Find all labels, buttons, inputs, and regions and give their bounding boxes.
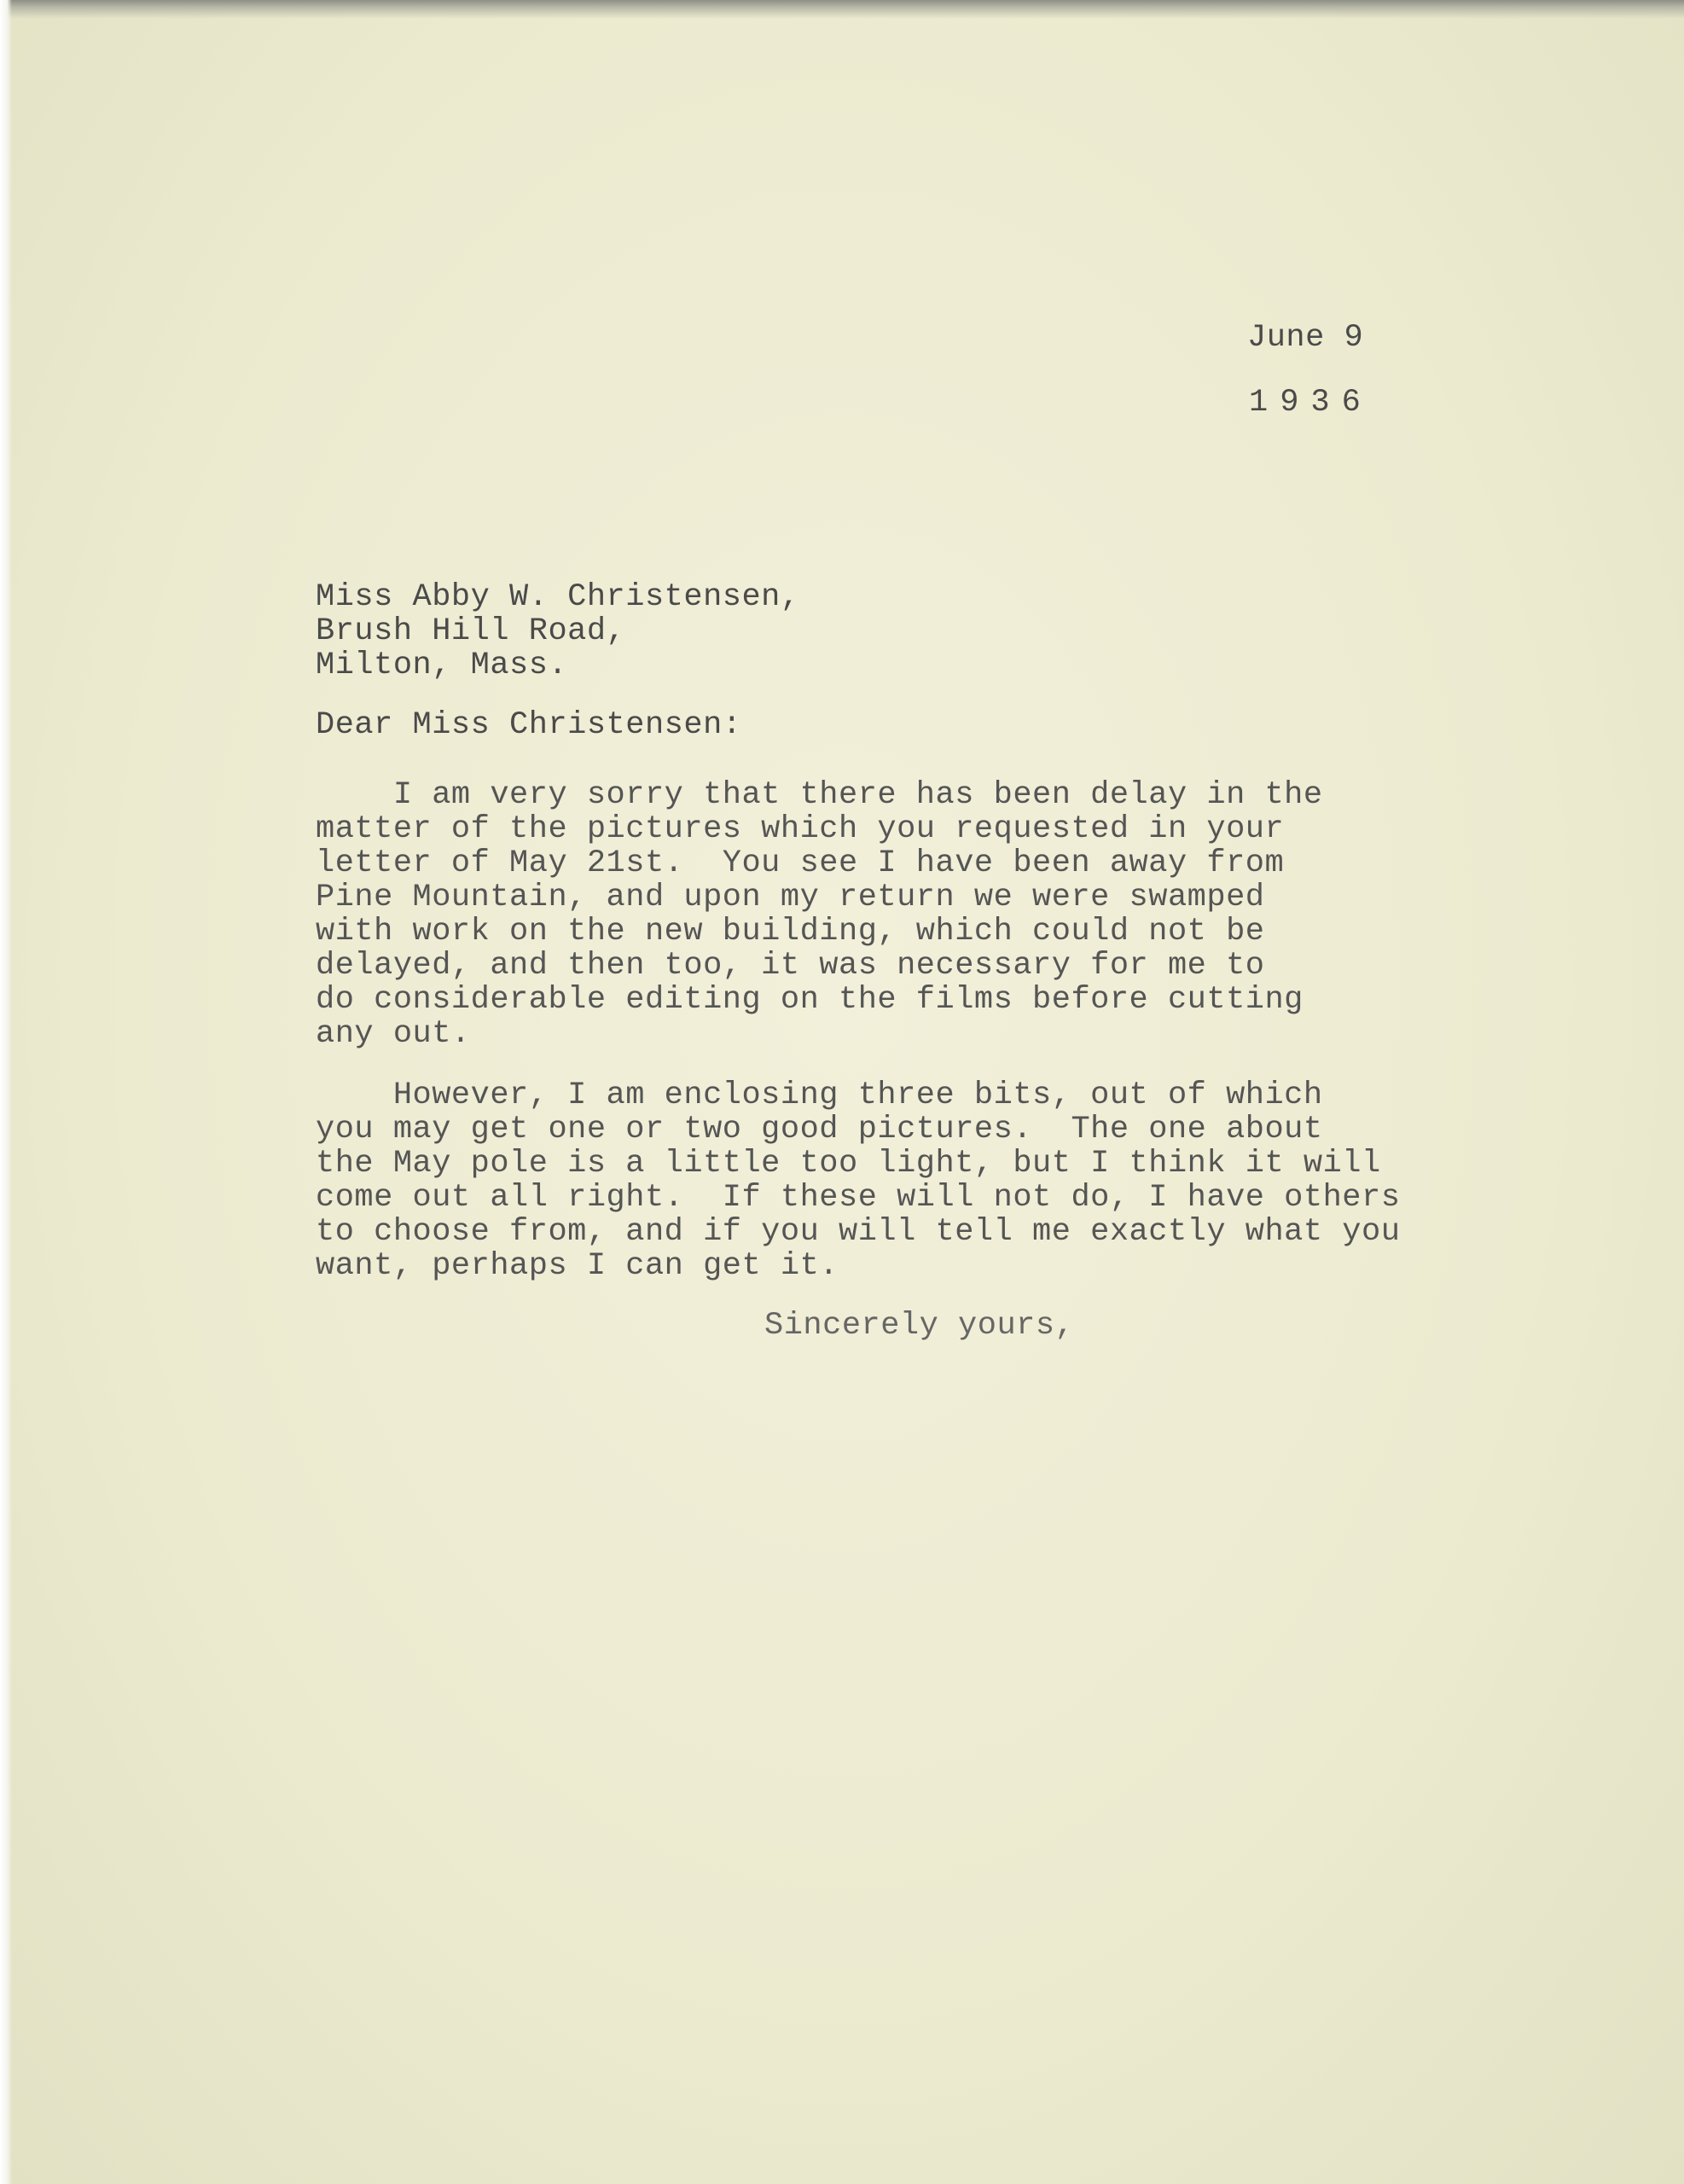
paragraph-line: do considerable editing on the films before cutting — [316, 982, 1304, 1018]
paragraph-line: you may get one or two good pictures. The one about — [316, 1112, 1323, 1147]
body-paragraph-1 — [316, 778, 1323, 1051]
recipient-name: Miss Abby W. Christensen, — [316, 579, 800, 615]
paragraph-line: with work on the new building, which could not be — [316, 914, 1265, 950]
letter-date: June 9 — [1247, 320, 1364, 356]
body-paragraph-2 — [316, 1078, 1400, 1283]
complimentary-close: Sincerely yours, — [764, 1308, 1075, 1344]
paragraph-line: to choose from, and if you will tell me exactly what you — [316, 1214, 1401, 1250]
recipient-street: Brush Hill Road, — [316, 613, 626, 649]
paragraph-line: any out. — [316, 1016, 471, 1052]
paragraph-line: delayed, and then too, it was necessary for me to — [316, 948, 1265, 984]
paragraph-line: Pine Mountain, and upon my return we were swamped — [316, 880, 1265, 915]
recipient-city: Milton, Mass. — [316, 648, 568, 683]
letter-year: 1936 — [1249, 385, 1373, 421]
paragraph-line: However, I am enclosing three bits, out of which — [316, 1077, 1323, 1113]
paragraph-line: the May pole is a little too light, but I think it will — [316, 1146, 1381, 1182]
paragraph-line: letter of May 21st. You see I have been away from — [316, 845, 1285, 881]
paragraph-line: come out all right. If these will not do, I have others — [316, 1180, 1401, 1216]
paragraph-line: I am very sorry that there has been delay in the — [316, 777, 1323, 813]
salutation: Dear Miss Christensen: — [316, 707, 742, 743]
paper-left-edge — [0, 0, 12, 2184]
paper-top-edge — [0, 0, 1684, 19]
recipient-address — [316, 580, 800, 682]
paragraph-line: matter of the pictures which you requested in your — [316, 811, 1285, 847]
paragraph-line: want, perhaps I can get it. — [316, 1248, 839, 1284]
